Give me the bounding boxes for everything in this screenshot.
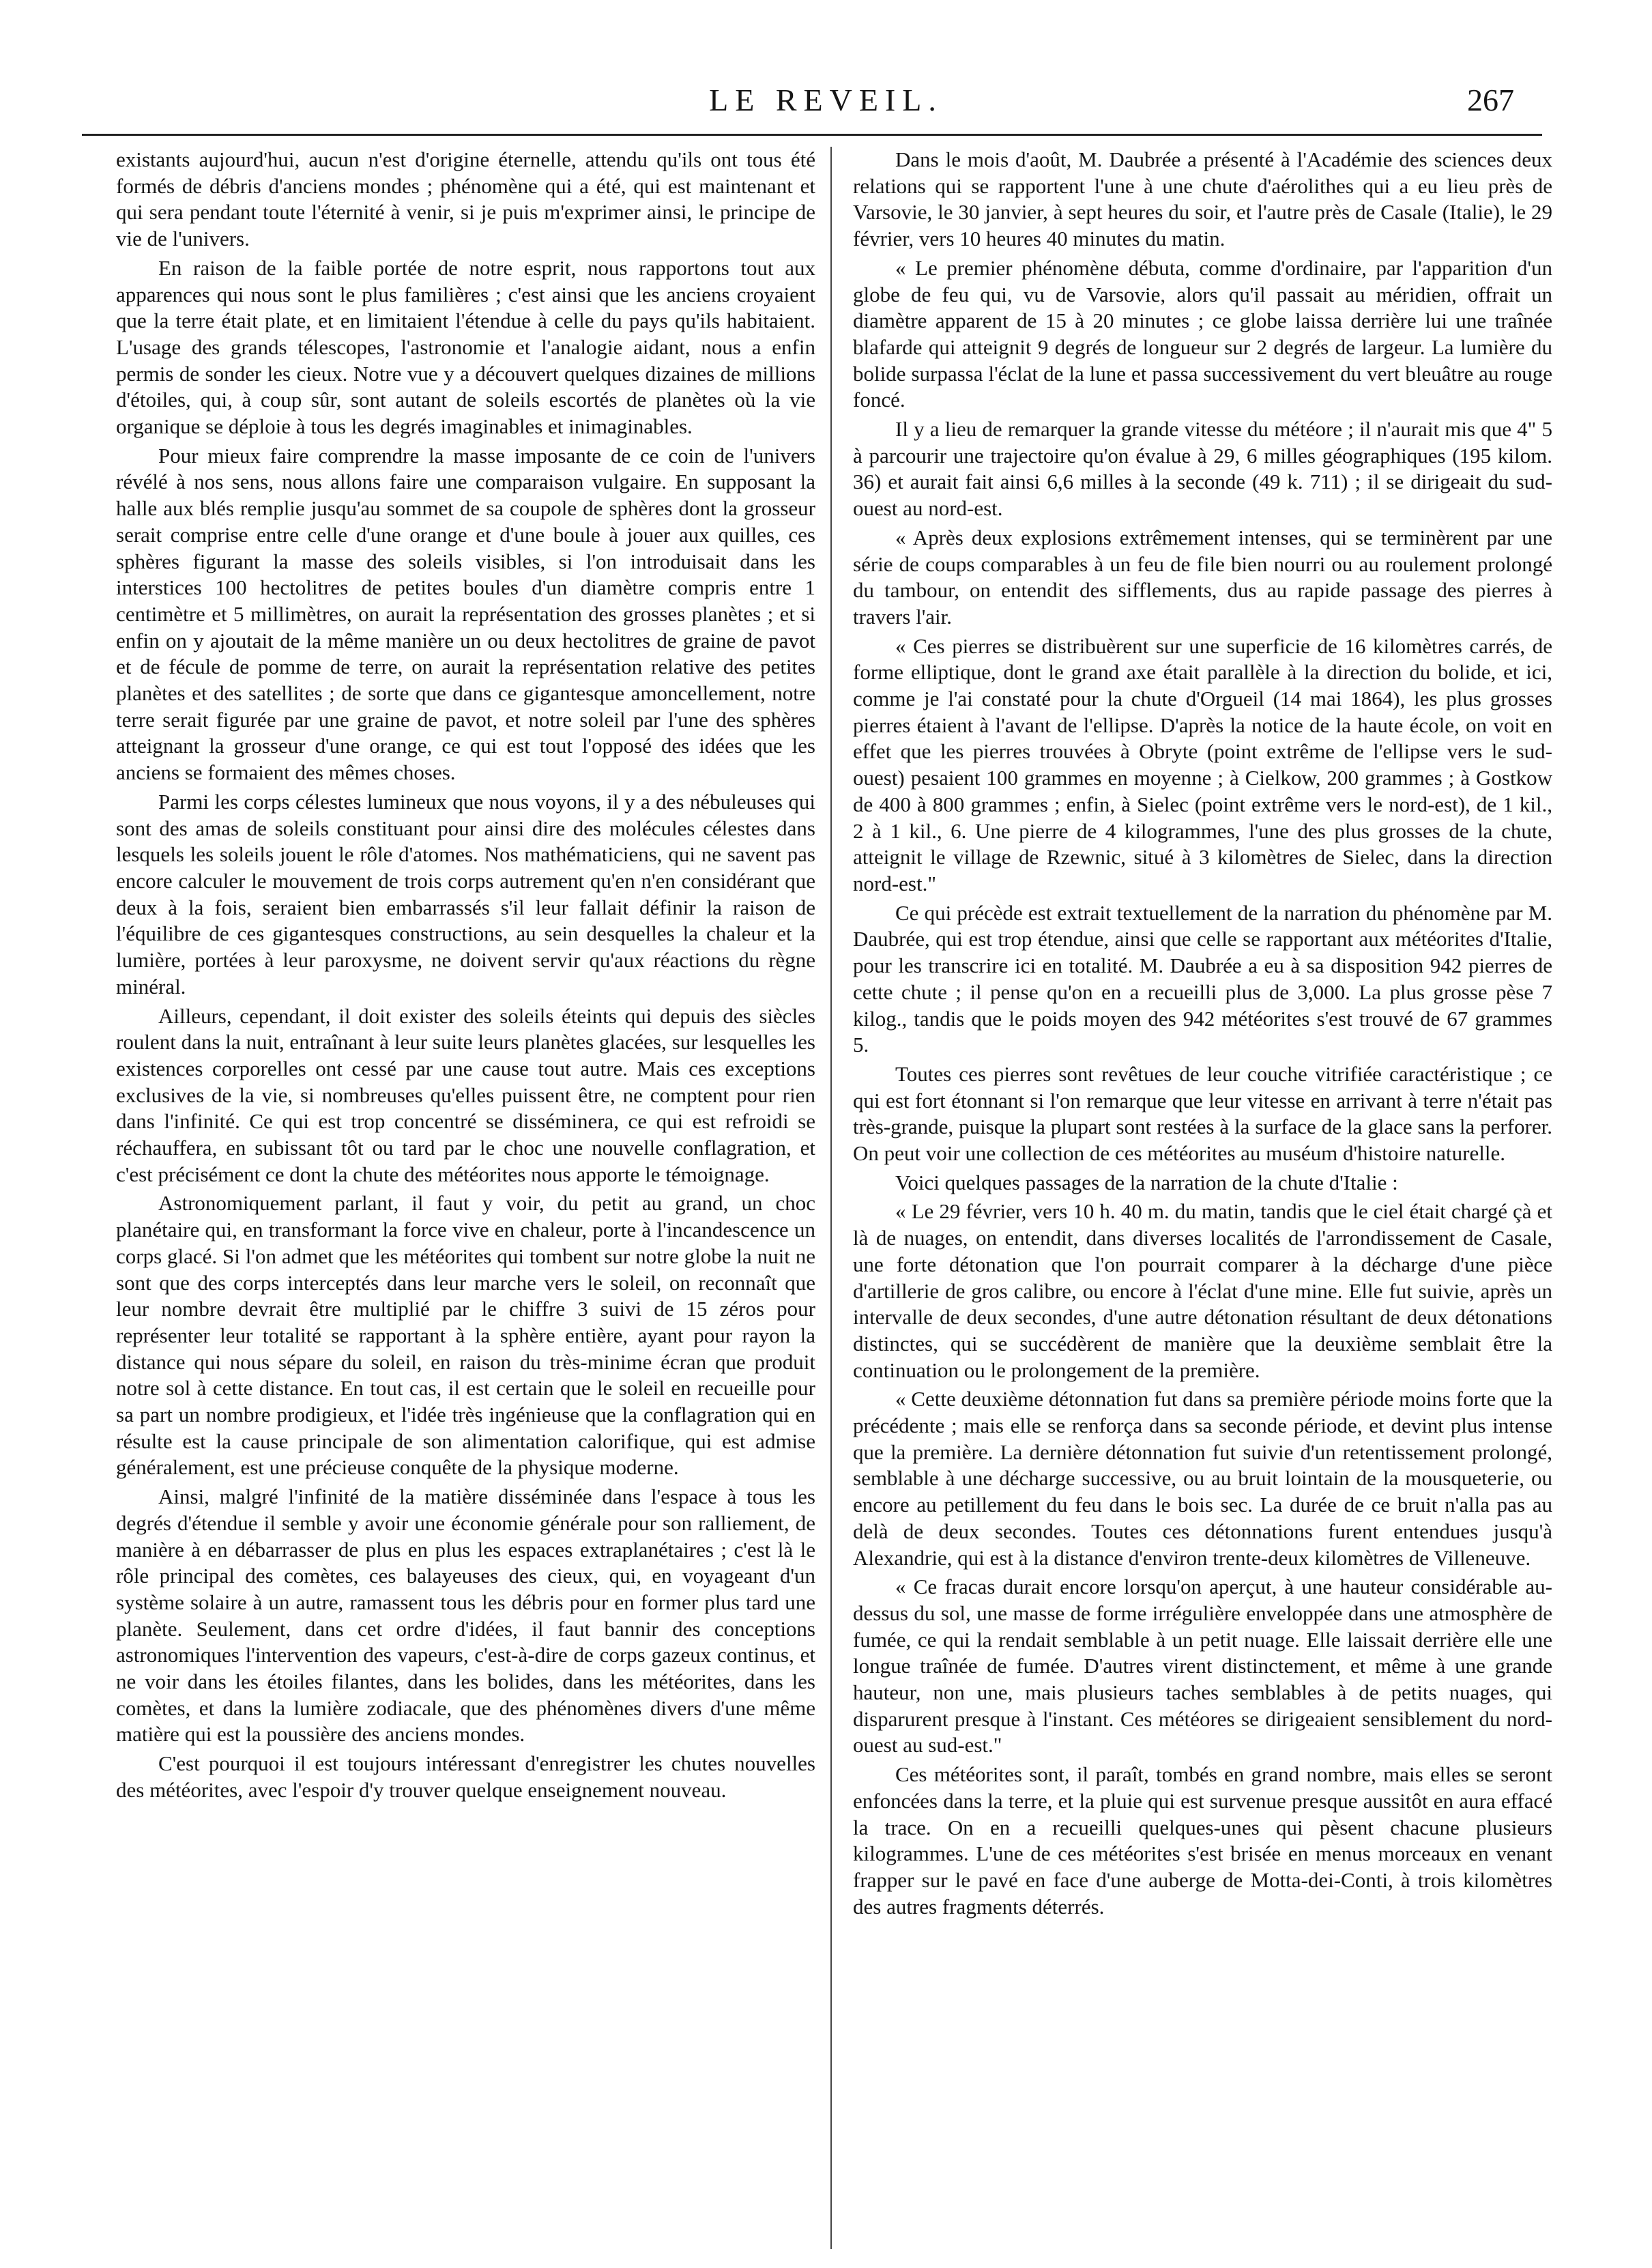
journal-title: LE REVEIL. [709,83,943,117]
paragraph: Ainsi, malgré l'infinité de la matière disséminée dans l'espace à tous les degrés d'étendue il semble y avoir une économie générale pour son ralliement, de manière à en débarrasser de plus en plus les espaces extraplanétaires ; c'est là le rôle principal des comètes, ces balayeuses des cieux, qui, en voyageant d'un système solaire à un autre, ramassent tous les débris pour en former plus tard une planète. Seulement, dans cet ordre d'idées, il faut bannir des conceptions astronomiques l'intervention des vapeurs, c'est-à-dire de corps gazeux continus, et ne voir dans les étoiles filantes, dans les bolides, dans les météorites, dans les comètes, et dans la lumière zodiacale, que des phénomènes divers d'une même matière qui est la poussière des anciens mondes. [116,1484,815,1747]
column-divider [830,147,832,2249]
paragraph: « Ces pierres se distribuèrent sur une superficie de 16 kilomètres carrés, de forme elliptique, dont le grand axe était parallèle à la direction du bolide, et ici, comme je l'ai constaté pour la chute d'Orgueil (14 mai 1864), les plus grosses pierres étaient à l'avant de l'ellipse. D'après la notice de la haute école, on voit en effet que les pierres trouvées à Obryte (point extrême de l'ellipse vers le sud-ouest) pesaient 100 grammes en moyenne ; à Cielkow, 200 grammes ; à Gostkow de 400 à 800 grammes ; enfin, à Sielec (point extrême vers le nord-est), de 1 kil., 2 à 1 kil., 6. Une pierre de 4 kilogrammes, l'une des plus grosses de la chute, atteignit le village de Rzewnic, situé à 3 kilomètres de Sielec, dans la direction nord-est." [853,633,1552,895]
page-number: 267 [1467,83,1514,117]
paragraph: En raison de la faible portée de notre esprit, nous rapportons tout aux apparences qui nous sont le plus familières ; c'est ainsi que les anciens croyaient que la terre était plate, et en limitaient l'étendue à celle du pays qu'ils habitaient. L'usage des grands télescopes, l'astronomie et l'analogie aidant, nous a enfin permis de sonder les cieux. Notre vue y a découvert quelques dizaines de millions d'étoiles, qui, à coup sûr, sont autant de soleils escortés de planètes où la vie organique se déploie à tous les degrés imaginables et inimaginables. [116,255,815,439]
paragraph: Toutes ces pierres sont revêtues de leur couche vitrifiée caractéristique ; ce qui est fort étonnant si l'on remarque que leur vitesse en arrivant à terre n'était pas très-grande, puisque la plupart sont restées à la surface de la glace sans la perforer. On peut voir une collection de ces météorites au muséum d'histoire naturelle. [853,1061,1552,1166]
paragraph: Parmi les corps célestes lumineux que nous voyons, il y a des nébuleuses qui sont des amas de soleils constituant pour ainsi dire des molécules célestes dans lesquels les soleils jouent le rôle d'atomes. Nos mathématiciens, qui ne savent pas encore calculer le mouvement de trois corps autrement qu'en n'en considérant que deux à la fois, seraient bien embarrassés s'il leur fallait définir la raison de l'équilibre de ces gigantesques constructions, au sein desquelles la chaleur et la lumière, portées à leur paroxysme, ne doivent servir qu'aux réactions du règne minéral. [116,789,815,999]
paragraph: « Après deux explosions extrêmement intenses, qui se terminèrent par une série de coups comparables à un feu de file bien nourri ou au roulement prolongé du tambour, on entendit des sifflements, dus au rapide passage des pierres à travers l'air. [853,525,1552,629]
paragraph: C'est pourquoi il est toujours intéressant d'enregistrer les chutes nouvelles des météorites, avec l'espoir d'y trouver quelque enseignement nouveau. [116,1751,815,1802]
paragraph: Ailleurs, cependant, il doit exister des soleils éteints qui depuis des siècles roulent dans la nuit, entraînant à leur suite leurs planètes glacées, sur lesquelles les existences corporelles ont cessé par une cause tout autre. Mais ces exceptions exclusives de la vie, si nombreuses qu'elles puissent être, ne comptent pour rien dans l'infinité. Ce qui est trop concentré se disséminera, ce qui est refroidi se réchauffera, en subissant tôt ou tard par le choc une nouvelle conflagration, et c'est précisément ce dont la chute des météorites nous apporte le témoignage. [116,1003,815,1186]
paragraph: Dans le mois d'août, M. Daubrée a présenté à l'Académie des sciences deux relations qui se rapportent l'une à une chute d'aérolithes qui a eu lieu près de Varsovie, le 30 janvier, à sept heures du soir, et l'autre près de Casale (Italie), le 29 février, vers 10 heures 40 minutes du matin. [853,147,1552,251]
left-column [116,147,815,1807]
paragraph: « Le premier phénomène débuta, comme d'ordinaire, par l'apparition d'un globe de feu qui, vu de Varsovie, alors qu'il passait au méridien, offrait un diamètre apparent de 15 à 20 minutes ; ce globe laissa derrière lui une traînée blafarde qui atteignit 9 degrés de longueur sur 2 degrés de largeur. La lumière du bolide surpassa l'éclat de la lune et passa successivement du vert bleuâtre au rouge foncé. [853,255,1552,412]
paragraph: Ces météorites sont, il paraît, tombés en grand nombre, mais elles se seront enfoncées dans la terre, et la pluie qui est survenue presque aussitôt en aura effacé la trace. On en a recueilli quelques-unes qui pèsent chacune plusieurs kilogrammes. L'une de ces météorites s'est brisée en menus morceaux en venant frapper sur le pavé en face d'une auberge de Motta-dei-Conti, à trois kilomètres des autres fragments déterrés. [853,1762,1552,1919]
right-column [853,147,1552,1923]
paragraph: Il y a lieu de remarquer la grande vitesse du météore ; il n'aurait mis que 4" 5 à parcourir une trajectoire qu'on évalue à 29, 6 milles géographiques (195 kilom. 36) et aurait fait ainsi 6,6 milles à la seconde (49 k. 711) ; il se dirigeait du sud-ouest au nord-est. [853,417,1552,521]
paragraph: Voici quelques passages de la narration de la chute d'Italie : [895,1170,1398,1194]
paragraph: « Cette deuxième détonnation fut dans sa première période moins forte que la précédente ; mais elle se renforça dans sa seconde période, et devint plus intense que la première. La dernière détonnation fut suivie d'un retentissement prolongé, semblable à une décharge successive, ou au bruit lointain de la mousqueterie, ou encore au petillement du feu dans le bois sec. La durée de ce bruit n'alla pas au delà de deux secondes. Toutes ces détonnations furent entendues jusqu'à Alexandrie, qui est à la distance d'environ trente-deux kilomètres de Villeneuve. [853,1387,1552,1570]
paragraph: Ce qui précède est extrait textuellement de la narration du phénomène par M. Daubrée, qui est trop étendue, ainsi que celle se rapportant aux météorites d'Italie, pour les transcrire ici en totalité. M. Daubrée a eu à sa disposition 942 pierres de cette chute ; il pense qu'on en a recueilli plus de 3,000. La plus grosse pèse 7 kilog., tandis que le poids moyen des 942 météorites s'est trouvé de 67 grammes 5. [853,900,1552,1057]
paragraph: « Ce fracas durait encore lorsqu'on aperçut, à une hauteur considérable au-dessus du sol, une masse de forme irrégulière enveloppée dans une atmosphère de fumée, ce qui la rendait semblable à un petit nuage. Elle laissait derrière elle une longue traînée de fumée. D'autres virent distinctement, et même à une grande hauteur, non une, mais plusieurs taches semblables à de petits nuages, qui disparurent presque à l'instant. Ces météores se dirigeaient sensiblement du nord-ouest au sud-est." [853,1575,1552,1757]
header-rule [82,134,1542,136]
paragraph: Astronomiquement parlant, il faut y voir, du petit au grand, un choc planétaire qui, en transformant la force vive en chaleur, porte à l'incandescence un corps glacé. Si l'on admet que les météorites qui tombent sur notre globe la nuit ne sont que des corps interceptés dans leur marche vers le soleil, on reconnaît que leur nombre devrait être multiplié par le chiffre 3 suivi de 15 zéros pour représenter leur totalité se rapportant à la sphère entière, ayant pour rayon la distance qui nous sépare du soleil, en raison du très-minime écran que produit notre sol à cette distance. En tout cas, il est certain que le soleil en recueille pour sa part un nombre prodigieux, et l'idée très ingénieuse que la conflagration qui en résulte est la cause principale de son alimentation calorifique, qui est admise généralement, est une précieuse conquête de la physique moderne. [116,1191,815,1480]
paragraph: Pour mieux faire comprendre la masse imposante de ce coin de l'univers révélé à nos sens, nous allons faire une comparaison vulgaire. En supposant la halle aux blés remplie jusqu'au sommet de sa coupole de sphères dont la grosseur serait comprise entre celle d'une orange et d'une boule à jouer aux quilles, ces sphères figurant la masse des soleils visibles, si l'on introduisait dans les interstices 100 hectolitres de petites boules d'un diamètre compris entre 1 centimètre et 5 millimètres, on aurait la représentation des grosses planètes ; et si enfin on y ajoutait de la même manière un ou deux hectolitres de graine de pavot et de fécule de pomme de terre, on aurait la représentation relative des petites planètes et des satellites ; de sorte que dans ce gigantesque amoncellement, notre terre serait figurée par une graine de pavot, et notre soleil par l'une des sphères atteignant la grosseur d'une orange, ce qui est tout l'opposé des idées que les anciens se formaient des mêmes choses. [116,443,815,785]
paragraph: « Le 29 février, vers 10 h. 40 m. du matin, tandis que le ciel était chargé çà et là de nuages, on entendit, dans diverses localités de l'arrondissement de Casale, une forte détonation que l'on pourrait comparer à la décharge d'une pièce d'artillerie de gros calibre, ou encore à l'éclat d'une mine. Elle fut suivie, après un intervalle de deux secondes, d'une autre détonation résultant de deux détonations distinctes, qui se succédèrent de manière que la deuxième semblait être la continuation ou le prolongement de la première. [853,1199,1552,1382]
paragraph: existants aujourd'hui, aucun n'est d'origine éternelle, attendu qu'ils ont tous été formés de débris d'anciens mondes ; phénomène qui a été, qui est maintenant et qui sera pendant toute l'éternité à venir, si je puis m'exprimer ainsi, le principe de vie de l'univers. [116,147,815,251]
